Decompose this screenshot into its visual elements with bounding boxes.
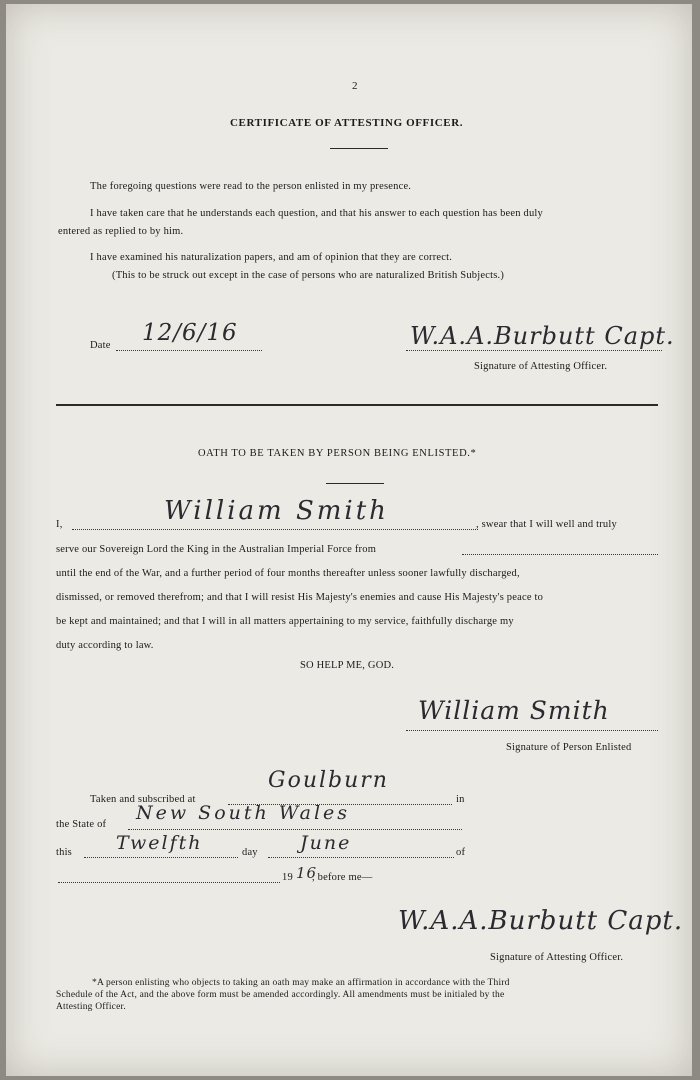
certificate-line-1: The foregoing questions were read to the person enlisted in my presence. <box>90 181 412 192</box>
oath-line-2: serve our Sovereign Lord the King in the Australian Imperial Force from <box>56 544 377 555</box>
state-label: the State of <box>56 819 107 830</box>
day-label: day <box>242 847 258 858</box>
title-divider <box>330 148 388 149</box>
enlisted-signature-line <box>406 730 658 731</box>
oath-closing: SO HELP ME, GOD. <box>300 660 395 671</box>
of-label: of <box>456 847 466 858</box>
this-label: this <box>56 847 72 858</box>
oath-line-4: dismissed, or removed therefrom; and that I will resist His Majesty's enemies and cause His Majesty's peace to <box>56 592 544 603</box>
month-value: June <box>300 832 352 854</box>
document-page <box>6 4 692 1076</box>
footnote-line-3: Attesting Officer. <box>56 1002 126 1012</box>
footnote-line-2: Schedule of the Act, and the above form must be amended accordingly. All amendments must be initialed by the <box>56 990 505 1000</box>
oath-line-5: be kept and maintained; and that I will in all matters appertaining to my service, faithfully discharge my <box>56 616 514 627</box>
certificate-line-3: I have examined his naturalization papers, and am of opinion that they are correct. <box>90 252 453 263</box>
date-value: 12/6/16 <box>142 320 238 346</box>
enlisted-signature-label: Signature of Person Enlisted <box>506 742 632 753</box>
day-value: Twelfth <box>116 832 203 854</box>
oath-line-3: until the end of the War, and a further period of four months thereafter unless sooner lawfully discharged, <box>56 568 520 579</box>
year-dotted-line <box>58 882 280 883</box>
certificate-line-2a: I have taken care that he understands each question, and that his answer to each question has been duly <box>90 208 543 219</box>
oath-i-label: I, <box>56 519 63 530</box>
oath-line-1-end: , swear that I will well and truly <box>476 519 617 530</box>
day-dotted-line <box>84 857 238 858</box>
in-label: in <box>456 794 465 805</box>
name-dotted-line <box>72 529 478 530</box>
officer-signature-line <box>406 350 662 351</box>
officer-signature-2: W.A.A.Burbutt Capt. <box>398 906 684 936</box>
section-divider <box>56 404 658 406</box>
page-number: 2 <box>352 80 358 92</box>
taken-label: Taken and subscribed at <box>90 794 196 805</box>
enlisted-signature: William Smith <box>418 696 610 725</box>
before-label: , before me— <box>312 872 373 883</box>
state-dotted-line <box>128 829 462 830</box>
year-prefix: 19 <box>282 872 293 883</box>
enlistee-name: William Smith <box>164 496 389 526</box>
place-value: Goulburn <box>268 768 389 793</box>
certificate-line-2b: entered as replied to by him. <box>58 226 184 237</box>
date-dotted-line <box>116 350 262 351</box>
officer-signature-label-1: Signature of Attesting Officer. <box>474 361 608 372</box>
oath-title-divider <box>326 483 384 484</box>
month-dotted-line <box>268 857 454 858</box>
officer-signature-1: W.A.A.Burbutt Capt. <box>410 322 675 350</box>
oath-line-6: duty according to law. <box>56 640 154 651</box>
oath-title: OATH TO BE TAKEN BY PERSON BEING ENLISTED.* <box>198 448 477 459</box>
year-value: 16 <box>296 864 318 882</box>
certificate-title: CERTIFICATE OF ATTESTING OFFICER. <box>230 117 464 129</box>
state-value: New South Wales <box>136 802 351 824</box>
date-label: Date <box>90 340 111 351</box>
footnote-line-1: *A person enlisting who objects to taking an oath may make an affirmation in accordance with the Third <box>92 978 510 988</box>
from-dotted-line <box>462 554 658 555</box>
certificate-line-4: (This to be struck out except in the case of persons who are naturalized British Subjects.) <box>112 270 505 281</box>
officer-signature-label-2: Signature of Attesting Officer. <box>490 952 624 963</box>
